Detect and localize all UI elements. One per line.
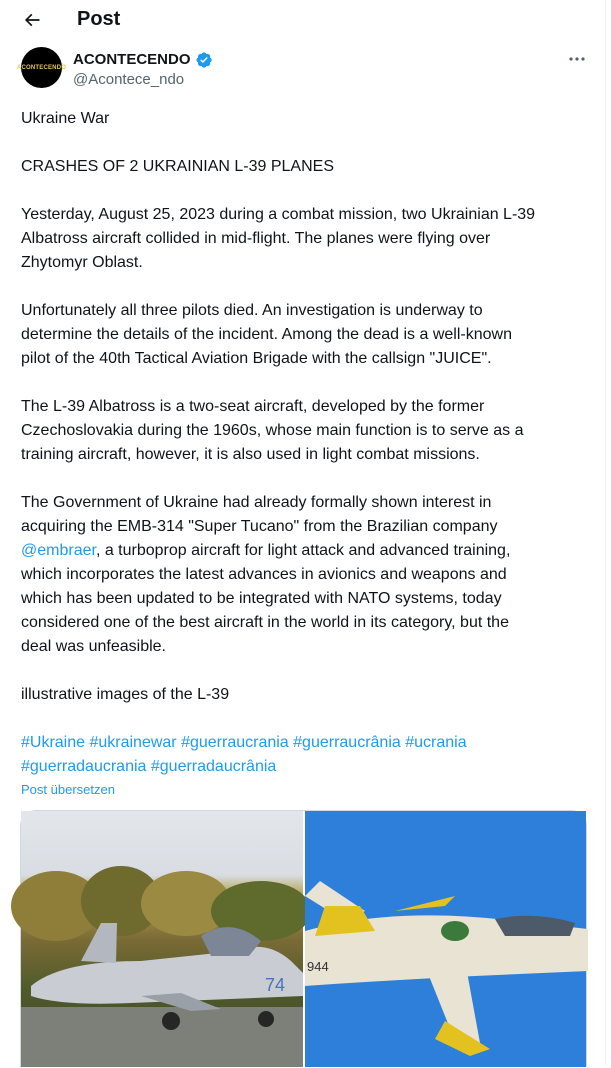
post-line: The L-39 Albatross is a two-seat aircraft, developed by the former (21, 398, 485, 415)
post-line: acquiring the EMB-314 "Super Tucano" from the Brazilian company (21, 518, 498, 535)
post-text (21, 107, 591, 779)
post-line: considered one of the best aircraft in the world in its category, but the (21, 614, 509, 631)
hashtag-line[interactable]: #Ukraine #ukrainewar #guerraucrania #guerraucrânia #ucrania (21, 734, 467, 751)
tail-number-right: 944 (306, 959, 329, 974)
post-line: CRASHES OF 2 UKRAINIAN L-39 PLANES (21, 158, 334, 175)
post-line (21, 539, 591, 563)
post-line: Albatross aircraft collided in mid-flight. The planes were flying over (21, 230, 491, 247)
post-line: determine the details of the incident. Among the dead is a well-known (21, 326, 512, 343)
avatar[interactable] (16, 47, 67, 88)
post-line: Yesterday, August 25, 2023 during a combat mission, two Ukrainian L-39 (21, 206, 536, 223)
mention-link[interactable]: @embraer (21, 542, 96, 559)
hashtag-line[interactable]: #guerradaucrania #guerradaucrânia (21, 758, 277, 775)
post-text-fragment: , a turboprop aircraft for light attack and advanced training, (95, 542, 511, 559)
author-display-name[interactable]: ACONTECENDO (73, 51, 191, 68)
author-handle[interactable]: @Acontece_ndo (73, 71, 185, 88)
media-grid (20, 810, 587, 1067)
post-line: deal was unfeasible. (21, 638, 166, 655)
aircraft-illustration (21, 811, 303, 1068)
post-line: Zhytomyr Oblast. (21, 254, 143, 271)
author-name-row (73, 50, 213, 69)
post-line: Czechoslovakia during the 1960s, whose main function is to serve as a (21, 422, 524, 439)
post-line: Ukraine War (21, 110, 110, 127)
page-title: Post (77, 8, 121, 30)
verified-badge-icon[interactable] (195, 51, 213, 69)
translate-post-link[interactable]: Post übersetzen (21, 782, 115, 797)
media-image-left[interactable] (21, 811, 303, 1067)
post-line: training aircraft, however, it is also used in light combat missions. (21, 446, 480, 463)
post-line: illustrative images of the L-39 (21, 686, 230, 703)
post-line: pilot of the 40th Tactical Aviation Brigade with the callsign "JUICE". (21, 350, 492, 367)
avatar-logo-text: ACONTECENDO (16, 64, 67, 71)
arrow-left-icon (22, 10, 42, 30)
more-horizontal-icon (568, 56, 586, 62)
post-line: which has been updated to be integrated with NATO systems, today (21, 590, 502, 607)
media-image-right[interactable] (305, 811, 587, 1067)
back-button[interactable] (18, 6, 46, 34)
top-bar (0, 0, 606, 38)
aircraft-illustration (305, 811, 588, 1068)
more-options-button[interactable] (566, 50, 588, 68)
post-line: Unfortunately all three pilots died. An investigation is underway to (21, 302, 483, 319)
tail-number-left: 74 (265, 975, 286, 995)
post-line: which incorporates the latest advances in avionics and weapons and (21, 566, 507, 583)
post-line: The Government of Ukraine had already formally shown interest in (21, 494, 492, 511)
